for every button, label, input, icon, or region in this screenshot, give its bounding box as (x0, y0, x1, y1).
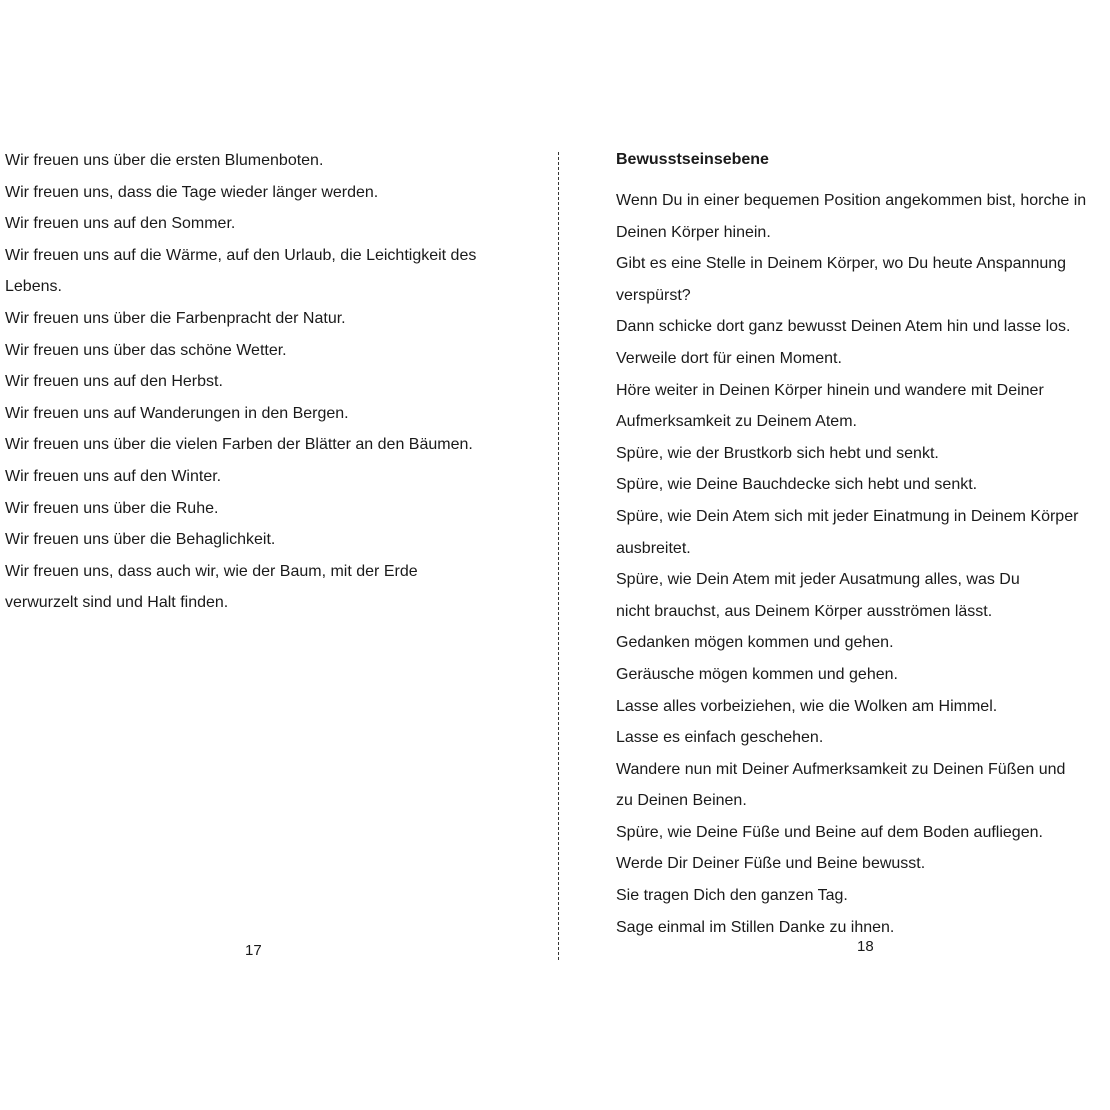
text-line: Spüre, wie Deine Bauchdecke sich hebt und senkt. (616, 476, 978, 494)
text-line: Höre weiter in Deinen Körper hinein und wandere mit Deiner (616, 381, 1044, 399)
text-line: Wir freuen uns über das schöne Wetter. (5, 341, 287, 359)
text-line: Spüre, wie der Brustkorb sich hebt und senkt. (616, 444, 939, 462)
text-line: Spüre, wie Dein Atem sich mit jeder Einatmung in Deinem Körper (616, 507, 1079, 525)
text-line: zu Deinen Beinen. (616, 792, 747, 810)
text-line: Wir freuen uns auf den Winter. (5, 467, 222, 485)
right-page (560, 0, 1110, 1110)
text-line: Aufmerksamkeit zu Deinem Atem. (616, 413, 857, 431)
text-line: Wir freuen uns über die Behaglichkeit. (5, 531, 276, 549)
text-line: Gibt es eine Stelle in Deinem Körper, wo Du heute Anspannung (616, 255, 1067, 273)
left-page-text (5, 145, 510, 619)
page-number-left: 17 (245, 942, 262, 959)
text-line: Verweile dort für einen Moment. (616, 349, 842, 367)
text-line: Wir freuen uns auf den Sommer. (5, 215, 236, 233)
text-line: Wir freuen uns über die vielen Farben der Blätter an den Bäumen. (5, 436, 473, 454)
text-line: Wir freuen uns über die Ruhe. (5, 499, 219, 517)
right-page-text (616, 185, 1110, 943)
text-line: Spüre, wie Deine Füße und Beine auf dem Boden aufliegen. (616, 823, 1043, 841)
text-line: Wir freuen uns auf die Wärme, auf den Urlaub, die Leichtigkeit des (5, 246, 477, 264)
text-line: Wir freuen uns, dass die Tage wieder länger werden. (5, 183, 379, 201)
text-line: ausbreitet. (616, 539, 691, 557)
text-line: Wandere nun mit Deiner Aufmerksamkeit zu Deinen Füßen und (616, 760, 1066, 778)
text-line: Wir freuen uns, dass auch wir, wie der Baum, mit der Erde (5, 562, 418, 580)
text-line: Wenn Du in einer bequemen Position angekommen bist, horche in (616, 192, 1087, 209)
text-line: Werde Dir Deiner Füße und Beine bewusst. (616, 855, 926, 873)
text-line: Spüre, wie Dein Atem mit jeder Ausatmung alles, was Du (616, 571, 1020, 589)
text-line: nicht brauchst, aus Deinem Körper ausströmen lässt. (616, 602, 993, 620)
page-divider (558, 152, 559, 960)
text-line: verwurzelt sind und Halt finden. (5, 594, 229, 612)
text-line: Geräusche mögen kommen und gehen. (616, 665, 898, 683)
text-line: Deinen Körper hinein. (616, 223, 771, 241)
text-line: Wir freuen uns über die ersten Blumenboten. (5, 152, 324, 169)
text-line: Lasse alles vorbeiziehen, wie die Wolken am Himmel. (616, 697, 998, 715)
text-line: verspürst? (616, 286, 691, 304)
text-line: Lebens. (5, 278, 62, 296)
page-number-right: 18 (857, 938, 874, 955)
text-line: Wir freuen uns auf den Herbst. (5, 373, 223, 391)
text-line: Gedanken mögen kommen und gehen. (616, 634, 894, 652)
section-heading: Bewusstseinsebene (616, 151, 769, 168)
text-line: Sie tragen Dich den ganzen Tag. (616, 887, 848, 905)
text-line: Sage einmal im Stillen Danke zu ihnen. (616, 918, 895, 936)
text-line: Lasse es einfach geschehen. (616, 729, 824, 747)
text-line: Dann schicke dort ganz bewusst Deinen Atem hin und lasse los. (616, 318, 1071, 336)
text-line: Wir freuen uns auf Wanderungen in den Bergen. (5, 404, 349, 422)
text-line: Wir freuen uns über die Farbenpracht der Natur. (5, 309, 346, 327)
